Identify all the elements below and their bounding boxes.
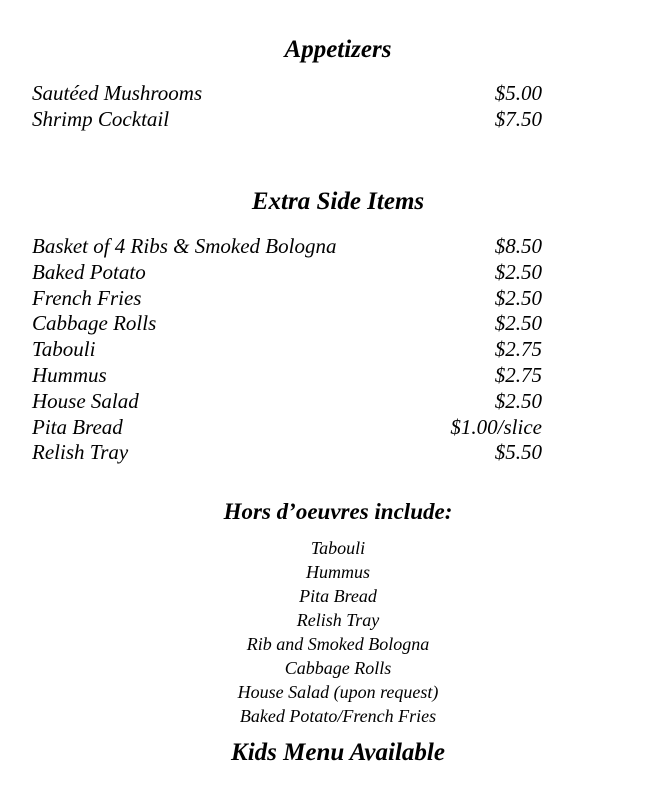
item-name: French Fries <box>32 285 142 310</box>
item-name: Pita Bread <box>32 414 123 439</box>
item-name: Cabbage Rolls <box>32 311 157 336</box>
item-name: House Salad <box>32 388 139 413</box>
item-name: Tabouli <box>32 337 96 362</box>
sides-heading: Extra Side Items <box>251 188 425 215</box>
hors-item: Cabbage Rolls <box>284 658 392 678</box>
item-price: $1.00/slice <box>450 414 542 439</box>
item-price: $5.00 <box>494 81 542 105</box>
hors-item: House Salad (upon request) <box>237 682 439 702</box>
kids-menu-note: Kids Menu Available <box>231 739 445 766</box>
hors-item: Relish Tray <box>296 610 380 630</box>
menu-item <box>32 285 542 311</box>
menu-item <box>32 414 542 440</box>
item-price: $8.50 <box>494 234 542 258</box>
item-price: $2.50 <box>494 311 542 336</box>
hors-item: Rib and Smoked Bologna <box>246 634 430 654</box>
item-price: $2.50 <box>494 388 542 413</box>
item-price: $2.75 <box>494 337 542 362</box>
item-name: Baked Potato <box>32 259 146 284</box>
menu-item <box>32 336 542 362</box>
menu-item <box>32 388 542 414</box>
item-name: Sautéed Mushrooms <box>32 81 203 105</box>
appetizers-heading: Appetizers <box>284 36 392 63</box>
hors-item: Pita Bread <box>299 586 377 606</box>
menu-item <box>32 310 542 336</box>
item-price: $7.50 <box>494 107 542 131</box>
item-name: Hummus <box>32 363 107 387</box>
item-price: $2.50 <box>494 259 542 284</box>
menu-item <box>32 106 542 132</box>
menu-item <box>32 233 542 259</box>
item-name: Relish Tray <box>32 440 129 465</box>
item-price: $2.50 <box>494 285 542 310</box>
item-price: $2.75 <box>494 363 542 387</box>
hors-item: Baked Potato/French Fries <box>239 706 437 726</box>
menu-item <box>32 80 542 106</box>
menu-item <box>32 439 542 465</box>
hors-item: Tabouli <box>310 538 366 558</box>
item-price: $5.50 <box>494 440 542 465</box>
item-name: Shrimp Cocktail <box>32 107 170 131</box>
item-name: Basket of 4 Ribs & Smoked Bologna <box>32 234 337 258</box>
menu-item <box>32 362 542 388</box>
hors-heading: Hors d’oeuvres include: <box>223 499 453 524</box>
menu-item <box>32 259 542 285</box>
hors-item: Hummus <box>305 562 370 582</box>
